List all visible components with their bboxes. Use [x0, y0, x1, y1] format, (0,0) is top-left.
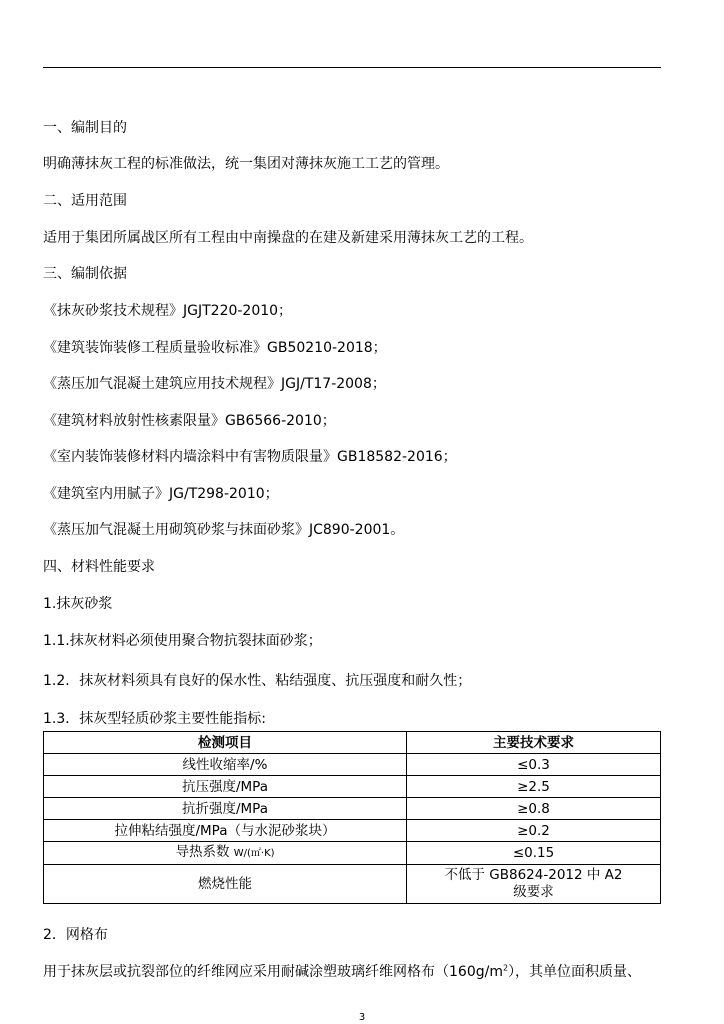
superscript: 2 [502, 963, 509, 973]
table-cell-requirement-line: 级要求 [513, 884, 554, 900]
table-cell-requirement [407, 865, 661, 904]
table-cell-item: 拉伸粘结强度/MPa（与水泥砂浆块） [44, 820, 407, 842]
table-row [44, 776, 661, 798]
section-heading-basis: 三、编制依据 [43, 266, 127, 282]
table-header-requirement: 主要技术要求 [407, 732, 661, 754]
table-cell-requirement: ≥0.2 [407, 820, 661, 842]
table-cell-requirement: ≤0.3 [407, 754, 661, 776]
table-row [44, 820, 661, 842]
reference-item: 《蒸压加气混凝土建筑应用技术规程》JGJ/T17-2008； [43, 376, 386, 392]
subheading-mortar: 1.抹灰砂浆 [43, 596, 113, 612]
reference-item: 《抹灰砂浆技术规程》JGJT220-2010； [43, 303, 293, 319]
reference-item: 《建筑装饰装修工程质量验收标准》GB50210-2018； [43, 340, 387, 356]
table-row [44, 842, 661, 865]
reference-item: 《室内装饰装修材料内墙涂料中有害物质限量》GB18582-2016； [43, 449, 457, 465]
section-heading-materials: 四、材料性能要求 [43, 559, 155, 575]
page-number: 3 [358, 1012, 366, 1023]
table-header-row [44, 732, 661, 754]
paragraph-mesh-text: ），其单位面积质量、 [508, 964, 642, 980]
paragraph-mesh-text: 用于抹灰层或抗裂部位的纤维网应采用耐碱涂塑玻璃纤维网格布（160g/m [43, 964, 503, 980]
table-cell-item-text: 导热系数 [175, 844, 230, 860]
table-cell-item: 抗折强度/MPa [44, 798, 407, 820]
clause-1-1: 1.1.抹灰材料必须使用聚合物抗裂抹面砂浆； [43, 633, 322, 649]
section-heading-scope: 二、适用范围 [43, 193, 127, 209]
subheading-mesh: 2．网格布 [43, 927, 108, 943]
reference-item: 《建筑材料放射性核素限量》GB6566-2010； [43, 413, 336, 429]
reference-item: 《蒸压加气混凝土用砌筑砂浆与抹面砂浆》JC890-2001。 [43, 522, 405, 538]
table-cell-requirement: ≤0.15 [407, 842, 661, 865]
clause-1-3: 1.3．抹灰型轻质砂浆主要性能指标: [43, 711, 266, 727]
table-cell-item [44, 842, 407, 865]
table-cell-item: 抗压强度/MPa [44, 776, 407, 798]
table-header-item: 检测项目 [44, 732, 407, 754]
section-heading-purpose: 一、编制目的 [43, 120, 127, 136]
table-row [44, 798, 661, 820]
paragraph-purpose: 明确薄抹灰工程的标准做法，统一集团对薄抹灰施工工艺的管理。 [43, 156, 449, 172]
table-cell-requirement: ≥0.8 [407, 798, 661, 820]
table-cell-requirement: ≥2.5 [407, 776, 661, 798]
table-row [44, 865, 661, 904]
performance-spec-table [43, 731, 661, 904]
clause-1-2: 1.2．抹灰材料须具有良好的保水性、粘结强度、抗压强度和耐久性； [43, 673, 472, 689]
table-cell-unit: W/(㎡·K) [233, 848, 275, 859]
table-cell-item: 燃烧性能 [44, 865, 407, 904]
table-row [44, 754, 661, 776]
reference-item: 《建筑室内用腻子》JG/T298-2010； [43, 486, 279, 502]
paragraph-scope: 适用于集团所属战区所有工程由中南操盘的在建及新建采用薄抹灰工艺的工程。 [43, 230, 533, 246]
header-rule [43, 67, 661, 68]
table-cell-requirement-line: 不低于 GB8624-2012 中 A2 [444, 867, 623, 883]
paragraph-mesh [43, 963, 641, 981]
table-cell-item: 线性收缩率/% [44, 754, 407, 776]
